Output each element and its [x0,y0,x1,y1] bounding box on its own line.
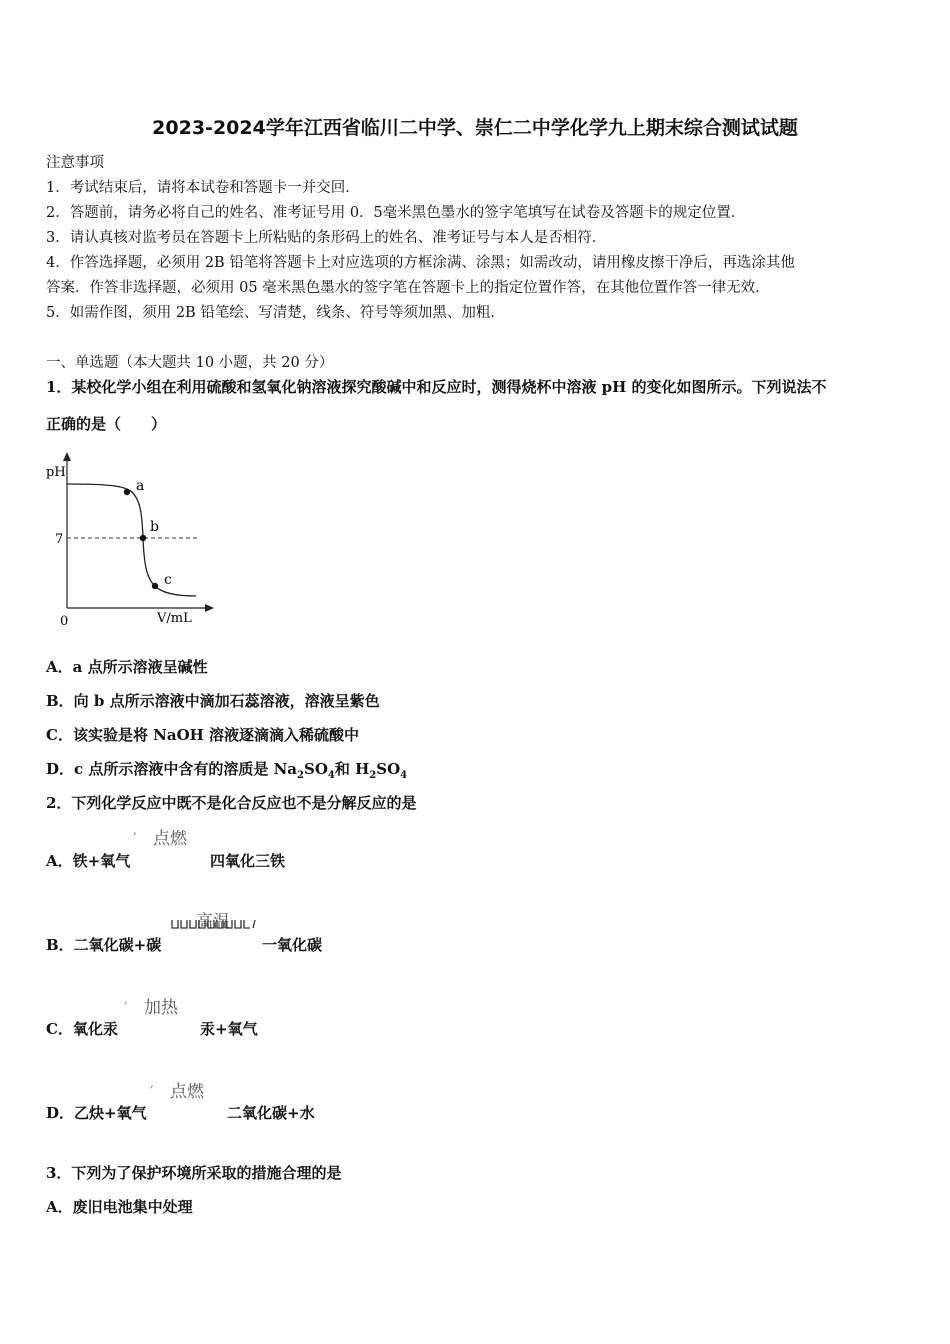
point-c-marker [152,583,158,589]
point-b-label: b [150,519,159,535]
reaction-tick-mark: , [133,823,137,837]
option-d-text: D．c 点所示溶液中含有的溶质是 Na [46,760,298,778]
option-a: A．铁+氧气 [46,852,131,870]
notice-item: 2．答题前，请务必将自己的姓名、准考证号用 0．5毫米黑色墨水的签字笔填写在试卷及答题卡的规定位置． [46,205,746,221]
notice-item: 3．请认真核对监考员在答题卡上所粘贴的条形码上的姓名、准考证号与本人是否相符． [46,230,607,246]
point-a-marker [124,489,130,495]
option-d-text: SO [304,760,328,778]
option-b-product: 一氧化碳 [262,936,323,954]
section-heading: 一、单选题（本大题共 10 小题，共 20 分） [46,355,334,371]
option-d: D．乙炔+氧气 [46,1104,147,1122]
question-stem: 2．下列化学反应中既不是化合反应也不是分解反应的是 [46,794,417,812]
reaction-tick-mark: , [124,992,128,1006]
point-b-marker [140,535,146,541]
option-c-product: 汞+氧气 [200,1020,258,1038]
question-stem: 1．某校化学小组在利用硫酸和氢氧化钠溶液探究酸碱中和反应时，测得烧杯中溶液 pH 的变化如图所示。下列说法不 [46,378,827,396]
option-d [46,758,407,781]
x-axis-label: V/mL [157,611,192,626]
ph-curve [67,484,196,596]
notice-item: 4．作答选择题，必须用 2B 铅笔将答题卡上对应选项的方框涂满、涂黑；如需改动，请用橡皮擦干净后，再选涂其他 [46,255,795,271]
option-d-product: 二氧化碳+水 [227,1104,315,1122]
question-stem: 3．下列为了保护环境所采取的措施合理的是 [46,1164,342,1182]
option-c: C．氧化汞 [46,1020,118,1038]
y-axis-label: pH [46,465,66,480]
option-b: B．向 b 点所示溶液中滴加石蕊溶液，溶液呈紫色 [46,692,380,710]
option-a: A．废旧电池集中处理 [46,1198,193,1216]
reaction-condition: 高温 [196,912,230,932]
notice-item: 1．考试结束后，请将本试卷和答题卡一并交回． [46,180,360,196]
notice-heading: 注意事项 [46,155,104,171]
reaction-condition: 点燃 [153,829,187,849]
subscript: 2 [369,770,377,781]
subscript: 4 [327,770,335,781]
page-title: 2023-2024学年江西省临川二中学、崇仁二中学化学九上期末综合测试试题 [152,117,798,139]
reaction-condition: 加热 [144,998,178,1018]
option-c: C．该实验是将 NaOH 溶液逐滴滴入稀硫酸中 [46,726,360,744]
high-temperature-arrow [170,916,258,932]
option-d-text: 和 H [334,760,370,778]
y-tick-label: 7 [55,532,64,547]
question-stem: 正确的是（ ） [46,415,167,433]
reaction-condition: 点燃 [170,1082,204,1102]
point-a-label: a [136,478,145,494]
option-d-text: SO [376,760,401,778]
subscript: 4 [400,770,408,781]
option-a-product: 四氧化三铁 [210,852,286,870]
y-axis-arrow [63,452,71,461]
subscript: 2 [297,770,304,781]
x-axis-arrow [205,604,214,612]
point-c-label: c [164,572,172,588]
option-a: A．a 点所示溶液呈碱性 [46,658,208,676]
notice-item: 5．如需作图，须用 2B 铅笔绘、写清楚，线条、符号等须加黑、加粗． [46,305,505,321]
option-b: B．二氧化碳+碳 [46,936,162,954]
notice-item: 答案．作答非选择题，必须用 05 毫米黑色墨水的签字笔在答题卡上的指定位置作答，在其他位置作答一律无效． [46,280,770,296]
origin-label: 0 [60,614,69,629]
ph-curve-graph [40,450,225,630]
reaction-tick-mark: , [150,1076,154,1090]
